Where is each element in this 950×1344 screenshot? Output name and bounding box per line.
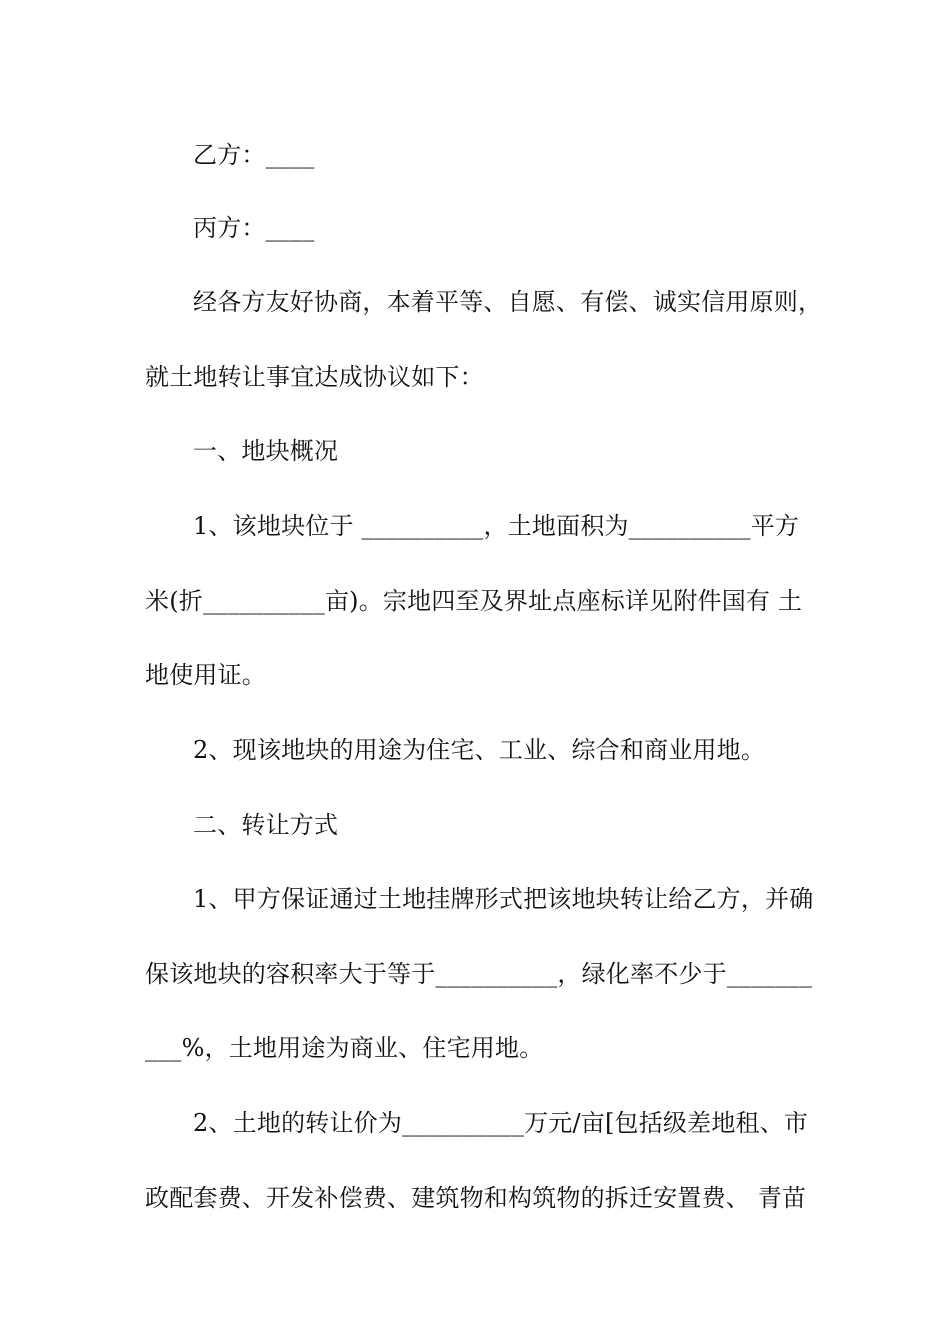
clause-1-1-line-3: 地使用证。: [145, 661, 266, 689]
clause-2-1-line-3: ___%，土地用途为商业、住宅用地。: [145, 1034, 544, 1062]
preamble-line-1: 经各方友好协商，本着平等、自愿、有偿、诚实信用原则，: [193, 288, 823, 316]
clause-1-2: 2、现该地块的用途为住宅、工业、综合和商业用地。: [193, 736, 766, 764]
clause-2-1-line-2: 保该地块的容积率大于等于__________，绿化率不少于_______: [145, 960, 813, 988]
preamble-line-2: 就土地转让事宜达成协议如下：: [145, 363, 484, 391]
party-c-line: 丙方：____: [193, 214, 315, 242]
clause-2-2-line-2: 政配套费、开发补偿费、建筑物和构筑物的拆迁安置费、 青苗: [145, 1184, 807, 1212]
clause-1-1-line-2: 米(折__________亩)。宗地四至及界址点座标详见附件国有 土: [145, 587, 803, 615]
clause-2-2-line-1: 2、土地的转让价为__________万元/亩[包括级差地租、市: [193, 1109, 809, 1137]
section-2-heading: 二、转让方式: [193, 811, 339, 839]
section-1-heading: 一、地块概况: [193, 437, 339, 465]
clause-2-1-line-1: 1、甲方保证通过土地挂牌形式把该地块转让给乙方，并确: [193, 885, 814, 913]
clause-1-1-line-1: 1、该地块位于 __________，土地面积为__________平方: [193, 512, 800, 540]
party-b-line: 乙方：____: [193, 141, 315, 169]
